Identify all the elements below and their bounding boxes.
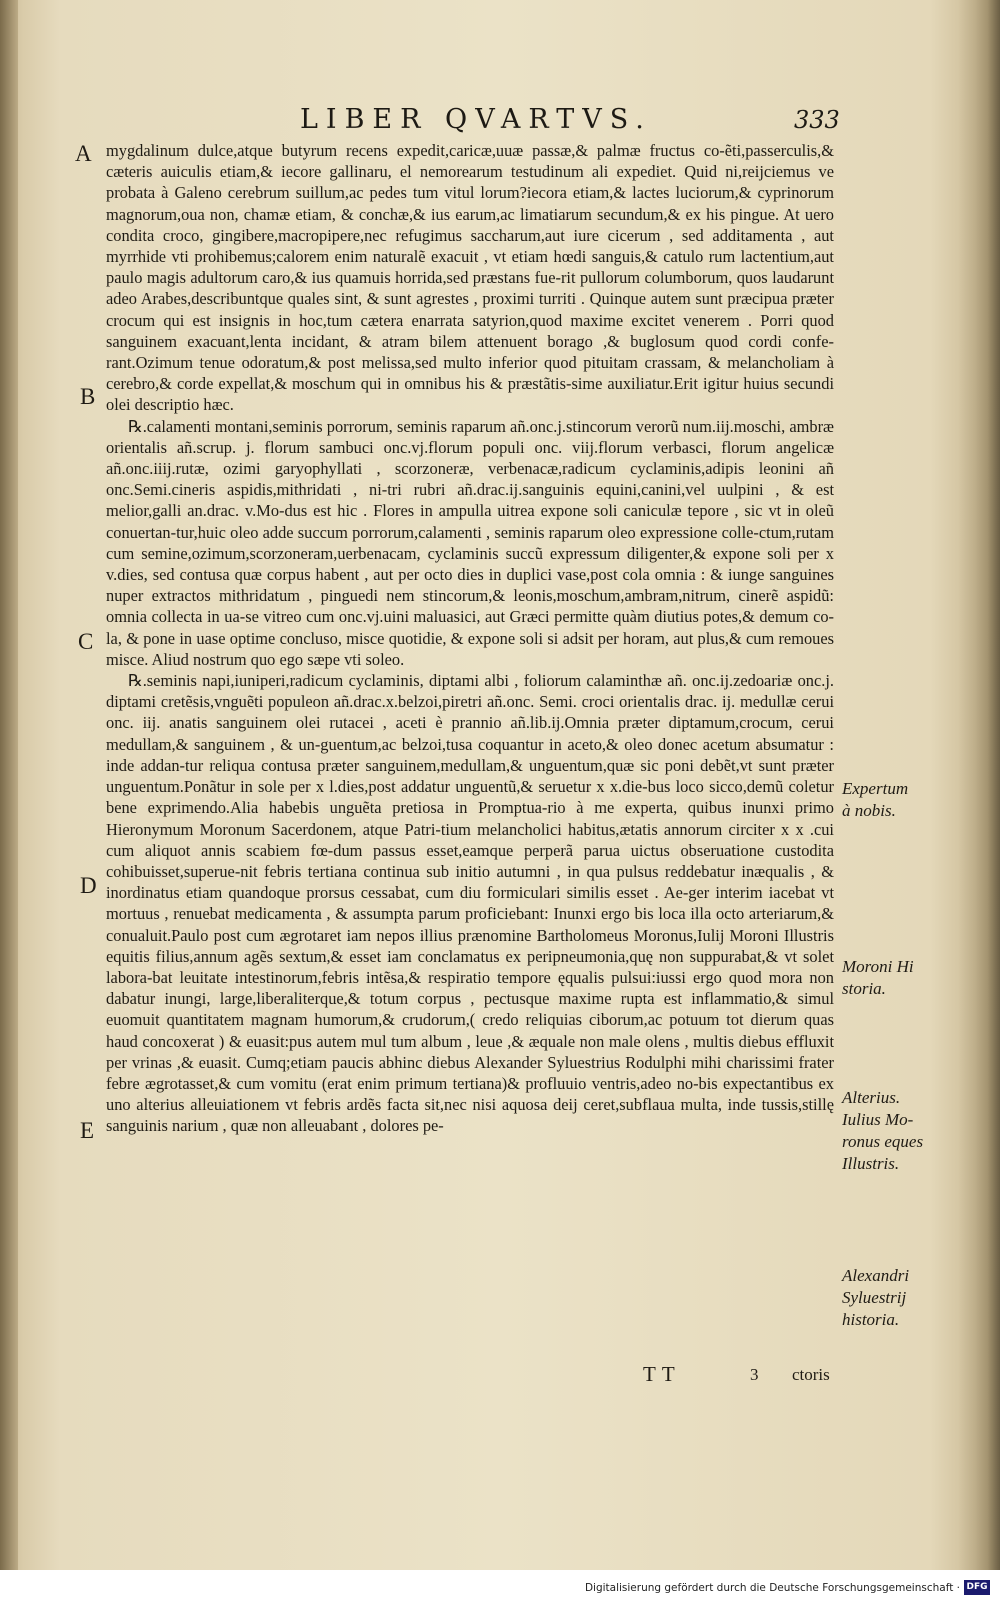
margin-note-line: Iulius Mo- [842,1110,914,1129]
main-text-block [106,140,834,1137]
margin-note-line: Illustris. [842,1154,900,1173]
dfg-logo-icon: DFG [964,1580,990,1595]
margin-note-line: Expertum [842,779,909,798]
signature-line [0,1362,1000,1388]
signature-mark: TT [643,1362,681,1386]
section-letter-d: D [80,873,97,898]
paragraph-oil-ingredients: mygdalinum dulce,atque butyrum recens expedit,caricæ,uuæ passæ,& palmæ fructus co-ẽti,passerculis,& cæteris auiculis etiam,& iecore gallinaru, el nemorearum testudinum ali expediet. Quid ni,reijciemus ve probata à Galeno cerebrum suillum,ac pedes tum vitul lorum?iecora etiam,& lactes luciorum,& cyprinorum magnorum,oua non, chamæ etiam, & conchæ,& ius earum,ac limatiarum secundum,& ex his pingue. At uero condita croco, gingibere,macropipere,nec refugimus saccharum,aut iure cicerum , sed additamenta , aut myrrhide vti prohibemus;calorem enim naturalẽ exacuit , vt etiam hœdi sanguis,& catulo rum lactentium,aut paulo magis adultorum caro,& ius quamuis horrida,sed præstans fue-rit pullorum columborum, quos laudarunt adeo Arabes,describuntque quales sint, & sunt agrestes , proximi turriti . Quinque autem sunt præcipua præter crocum qui est insignis in hoc,tum cætera enarrata satyrion,quod maxime excitet venerem . Porri quod sanguinem exacuant,lenta incidant, & atram bilem attenuent borago ,& buglosum quod cordi confe-rant.Ozimum tenue odoratum,& post melissa,sed multo inferior quod pituitam crassam, & melancholiam à cerebro,& corde expellat,& moschum qui in omnibus his & præstãtis-sime auxiliatur.Erit igitur huius secundi olei descriptio hæc. [106,141,834,415]
margin-note-line: storia. [842,979,886,998]
margin-note-line: à nobis. [842,801,896,820]
signature-number: 3 [750,1365,759,1384]
margin-note-line: Alexandri [842,1266,910,1285]
page-number: 333 [794,106,840,134]
section-letter-b: B [80,384,96,409]
paragraph-recipe-second-oil: ℞.calamenti montani,seminis porrorum, seminis raparum añ.onc.j.stincorum verorũ num.iij.moschi, ambræ orientalis añ.scrup. j. florum sambuci onc.vj.florum populi onc. viij.florum verbasci, florum angelicæ añ.onc.iiij.rutæ, ozimi garyophyllati , scorzoneræ, verbenacæ,radicum cyclaminis,adipis leonini añ onc.Semi.cineris aspidis,mithridati , ni-tri rubri añ.drac.ij.sanguinis equini,canini,vel uulpini , & est melior,galli an.drac. v.Mo-dus est hic . Flores in ampulla uitrea expone soli caniculæ tepore , sic vt in oleũ conuertan-tur,huic oleo adde succum porrorum,calamenti , seminis raparum oleo expressione colle-ctum,rutam cum semine,ozimum,scorzoneram,uerbenacam, cyclaminis succũ expressum diligenter,& expone soli per x v.dies, sed contusa quæ corpus habent , aut per octo dies in duplici vase,post cola omnia : & iunge sanguines nuper extractos mithridatum , pinguedi nem stincorum,& leonis,moschum,ambram,nitrum, cinerẽ aspidũ: omnia collecta in ua-se vitreo cum onc.vj.uini maluasici, aut Græci permitte quàm diutius potes,& demum co-la, & pone in uase optime concluso, misce quotidie, & expone soli si adsit per horam, aut plus,& cum remoues misce. Aliud nostrum quo ego sæpe vti soleo. [106,416,834,669]
margin-note-line: historia. [842,1310,900,1329]
margin-note-moroni [842,956,942,1000]
section-letter-e: E [80,1118,95,1143]
margin-note-alterius [842,1087,942,1175]
section-letter-c: C [78,629,94,654]
paragraph-recipe-and-cases: ℞.seminis napi,iuniperi,radicum cyclaminis, diptami albi , foliorum calaminthæ añ. onc.ij.zedoariæ onc.j. diptami cretẽsis,vnguẽti populeon añ.drac.x.belzoi,piretri añ.onc. Semi. croci orientalis drac. ij. medullæ cerui onc. iij. anatis sanguinem olei rutacei , aceti è prannio añ.lib.ij.Omnia præter diptamum,crocum, cerui medullam,& sanguinem , & un-guentum,ac belzoi,tusa coquantur in aceto,& oleo donec acetum absumatur : inde addan-tur reliqua contusa præter sanguinem,medullam,& unguentum,quæ sic poni debẽt,vt sunt præter unguentum.Ponãtur in sole per x l.dies,post addatur unguentũ,& seruetur x x.die-bus loco sicco,demũ coletur bene exprimendo.Alia habebis unguẽta pretiosa in Promptua-rio à me experta, quibus inunxi primo Hieronymum Moronum Sacerdonem, atque Patri-tium melancholici habitus,ætatis annorum circiter x x .cui cum aliquot annis scabiem fœ-dum passus esset,eamque perperã parua uictus obseruatione custodita cohibuisset,superue-nit febris tertiana continua sub initio autumni , in qua pulsus reddebatur inæqualis , & inordinatus etiam quandoque prorsus cessabat, cum diu formiculari similis esset . Ae-ger interim iacebat vt mortuus , renuebat medicamenta , & assumpta parum proficiebant: Inunxi ergo bis loca illa octo arteriarum,& conualuit.Paulo post cum ægrotaret iam nepos illius prænomine Bartholomeus Moronus,Iulij Moroni Illustris equitis filius,annum agẽs sextum,& esset iam conclamatus ex peripneumonia,quę non suppurabat,& vt solet labora-bat leuitate intestinorum,febris intẽsa,& respiratio tempore ęqualis pulsui:iussi ergo quod mora non dabatur inungi, large,liberaliterque,& totum corpus , pectusque maxime rupta est inflammatio,& simul euomuit quantitatem magnam humorum,& crudorum,( credo reliquias ciborum,ac potuum tot dierum quas haud concoxerat ) & euasit:pus autem mul tum album , leue ,& æquale non male olens , multis diebus effluxit per vrinas ,& euasit. Cumq;etiam paucis abhinc diebus Alexander Syluestrius Rodulphi mihi charissimi frater febre ægrotasset,& cum vomitu (erat enim primum tertiana)& profluuio ventris,adeo no-bis expectantibus ex uno alterius alleuiationem vt febris ardẽs facta sit,nec nisi aquosa deij ceret,subflaua multa, inde tussis,stillę sanguinis narium , quæ non alleuabant , dolores pe- [106,671,834,1136]
margin-note-line: ronus eques [842,1132,924,1151]
footer-bar [0,1576,1000,1603]
margin-note-line: Syluestrij [842,1288,907,1307]
margin-note-expertum [842,778,942,822]
running-head [0,104,1000,140]
section-letter-a: A [75,141,92,166]
footer-credit: Digitalisierung gefördert durch die Deutsche Forschungsgemeinschaft · [584,1582,960,1594]
margin-note-alexandri [842,1265,942,1331]
margin-note-line: Moroni Hi [842,957,914,976]
catchword: ctoris [792,1365,830,1384]
margin-note-line: Alterius. [842,1088,901,1107]
running-head-title: LIBER QVARTVS. [300,104,652,135]
